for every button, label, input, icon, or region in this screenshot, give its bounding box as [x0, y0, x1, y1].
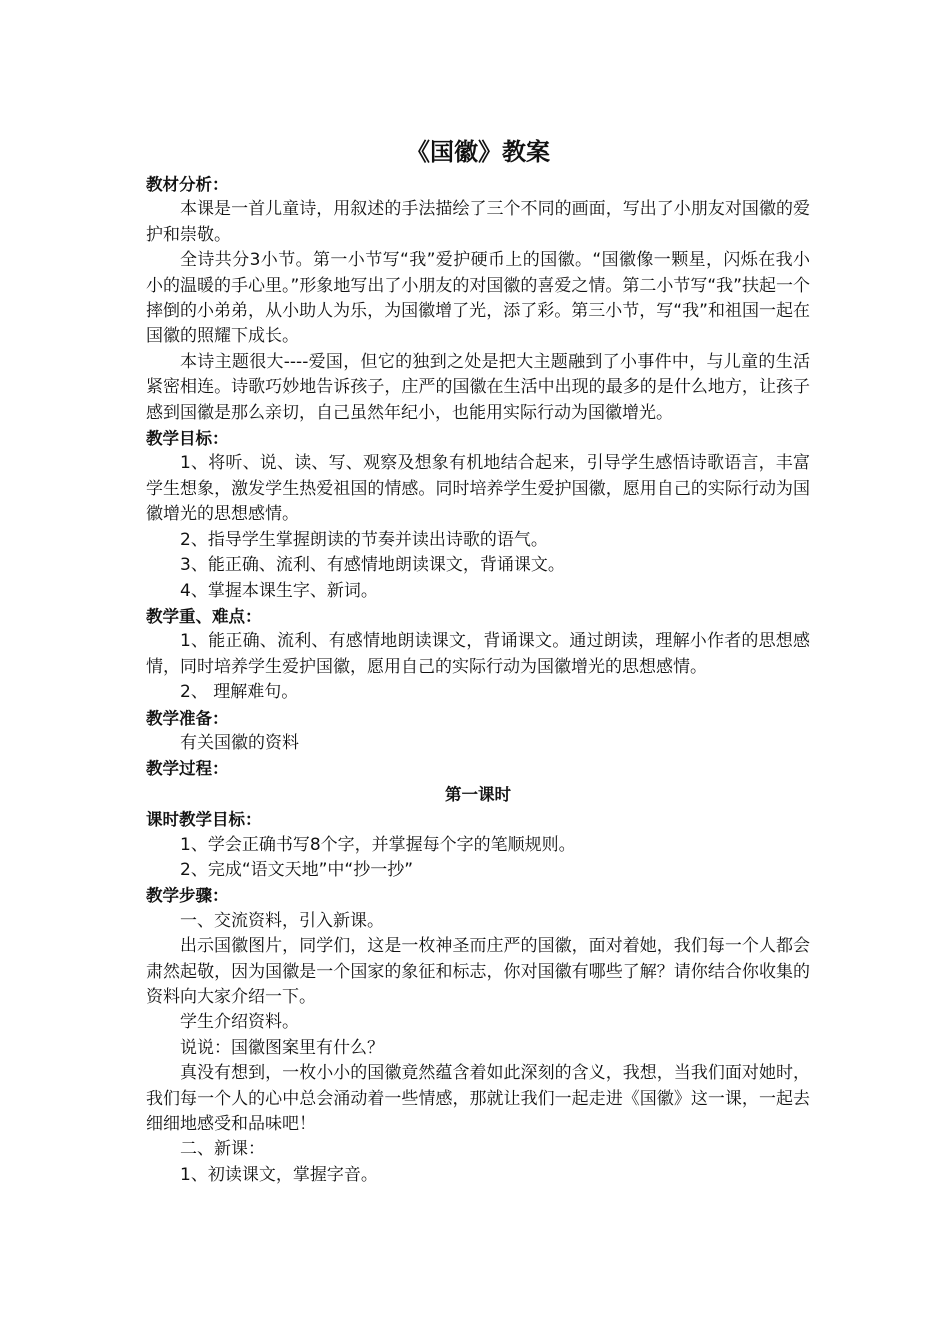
list-item: 4、掌握本课生字、新词。	[180, 580, 378, 601]
lesson-heading: 第一课时	[445, 784, 511, 804]
list-item: 2、完成“语文天地”中“抄一抄”	[180, 859, 414, 880]
paragraph: 本诗主题很大----爱国，但它的独到之处是把大主题融到了小事件中，与儿童的生活紧密相连。诗歌巧妙地告诉孩子，庄严的国徽在生活中出现的最多的是什么地方，让孩子感到国徽是那么亲切，自己虽然年纪小，也能用实际行动为国徽增光。	[146, 351, 810, 423]
paragraph: 说说：国徽图案里有什么？	[180, 1037, 384, 1058]
paragraph: 真没有想到，一枚小小的国徽竟然蕴含着如此深刻的含义，我想，当我们面对她时，我们每一个人的心中总会涌动着一些情感，那就让我们一起走进《国徽》这一课，一起去细细地感受和品味吧！	[146, 1063, 810, 1135]
paragraph: 一、交流资料，引入新课。	[180, 910, 384, 931]
list-item: 1、学会正确书写8个字，并掌握每个字的笔顺规则。	[180, 834, 576, 855]
document-page	[146, 134, 810, 1188]
paragraph: 本课是一首儿童诗，用叙述的手法描绘了三个不同的画面，写出了小朋友对国徽的爱护和崇敬。	[146, 199, 810, 245]
paragraph: 出示国徽图片，同学们，这是一枚神圣而庄严的国徽，面对着她，我们每一个人都会肃然起敬，因为国徽是一个国家的象征和标志，你对国徽有哪些了解？请你结合你收集的资料向大家介绍一下。	[146, 936, 810, 1007]
list-item: 3、能正确、流利、有感情地朗读课文，背诵课文。	[180, 555, 565, 576]
document-title: 《国徽》教案	[406, 138, 550, 166]
section-heading-steps: 教学步骤：	[146, 886, 229, 906]
section-heading-preparation: 教学准备：	[146, 708, 229, 728]
section-heading-process: 教学过程：	[146, 759, 229, 779]
paragraph: 全诗共分3小节。第一小节写“我”爱护硬币上的国徽。“国徽像一颗星，闪烁在我小小的温暖的手心里。”形象地写出了小朋友的对国徽的喜爱之情。第二小节写“我”扶起一个摔倒的小弟弟，从小助人为乐，为国徽增了光，添了彩。第三小节，写“我”和祖国一起在国徽的照耀下成长。	[146, 250, 810, 347]
paragraph: 有关国徽的资料	[180, 732, 299, 753]
paragraph: 二、新课：	[180, 1139, 265, 1160]
section-heading-teaching-objectives: 教学目标：	[146, 429, 229, 449]
list-item: 1、将听、说、读、写、观察及想象有机地结合起来，引导学生感悟诗歌语言，丰富学生想象，激发学生热爱祖国的情感。同时培养学生爱护国徽，愿用自己的实际行动为国徽增光的思想感情。	[146, 453, 810, 525]
paragraph: 1、初读课文，掌握字音。	[180, 1164, 378, 1185]
list-item: 2、指导学生掌握朗读的节奏并读出诗歌的语气。	[180, 529, 548, 550]
list-item: 2、 理解难句。	[180, 682, 299, 703]
section-heading-lesson-objectives: 课时教学目标：	[146, 810, 262, 830]
paragraph: 学生介绍资料。	[180, 1012, 299, 1033]
section-heading-material-analysis: 教材分析：	[146, 175, 229, 194]
section-heading-key-points: 教学重、难点：	[146, 606, 262, 626]
list-item: 1、能正确、流利、有感情地朗读课文，背诵课文。通过朗读，理解小作者的思想感情，同时培养学生爱护国徽，愿用自己的实际行动为国徽增光的思想感情。	[146, 631, 810, 677]
